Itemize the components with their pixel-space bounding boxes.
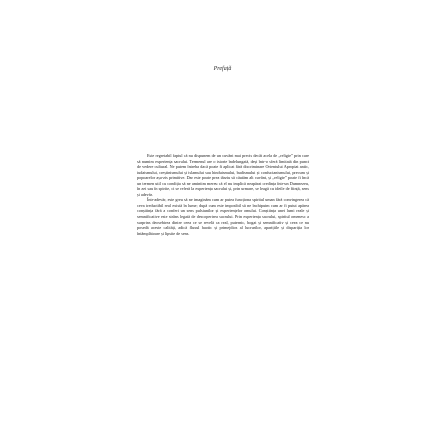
- paragraph-1: Este regretabil faptul că nu dispunem de un cuvânt mai precis decât acela de „religie” prin care să numim experiența sacrului. Termenul are o istorie îndelungată, deși într-o sferă limitată din punct de vedere cultural. Ne putem întreba dacă poate fi aplicat fără discriminare Orientului Apropiat antic, iudaismului, creștinismului și islamului sau hinduismului, budismului și confucianismului, precum și popoarelor așa-zis primitive. Dar este poate prea târziu să căutăm alt cuvânt, și „religie” poate fi încă un termen util cu condiția să ne amintim mereu că el nu implică neapărat credința într-un Dumnezeu, în zei sau în spirite, ci se referă la experiența sacrului și, prin urmare, se leagă cu ideile de ființă, sens și adevăr.: [137, 153, 309, 197]
- paragraph-2: Într-adevăr, este greu să ne imaginăm cum ar putea funcționa spiritul uman fără convingerea că ceva ireductibil real există în lume; după cum este imposibil să ne închipuim cum ar fi putut apărea conștiința fără a conferi un sens pulsiunilor și experiențelor omului. Conștiința unei lumi reale și semnificative este strâns legată de descoperirea sacrului. Prin experiența sacrului, spiritul omenesc a surprins deosebirea dintre ceea ce se revelă ca real, puternic, bogat și semnificativ și ceea ce nu posedă aceste calități, adică fluxul haotic și primejdios al lucrurilor, aparițiile și dispariția lor întâmplătoare și lipsite de sens.: [137, 197, 309, 236]
- body-text: [137, 153, 309, 236]
- page-heading: Prefață: [213, 66, 232, 72]
